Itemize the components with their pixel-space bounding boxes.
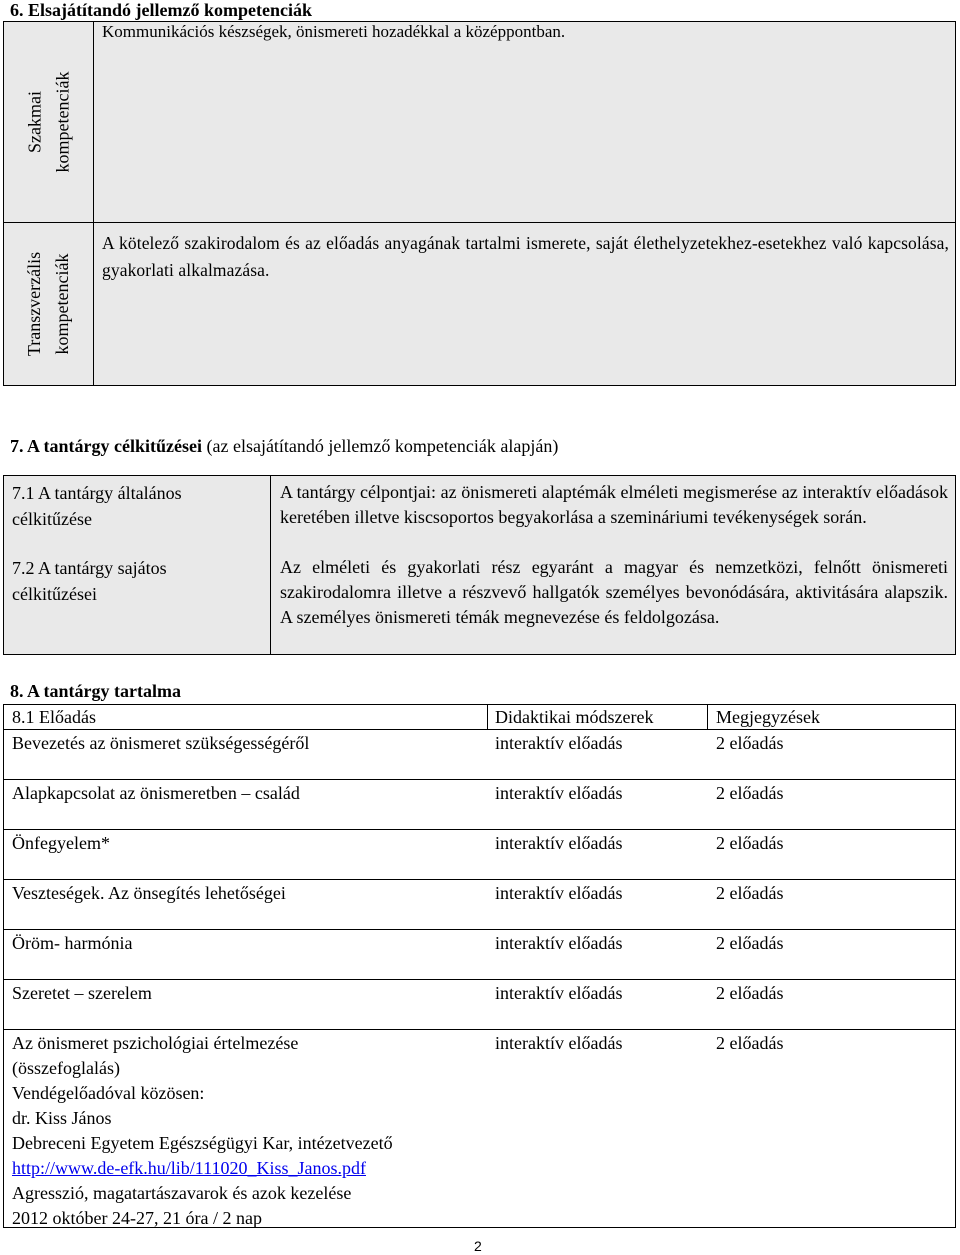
competency-box <box>3 21 956 386</box>
table-row-note: 2 előadás <box>716 783 784 803</box>
table-row-note: 2 előadás <box>716 983 784 1003</box>
table-row-note: 2 előadás <box>716 1033 784 1053</box>
objectives-column-divider <box>270 475 271 655</box>
guest-lecturer-affiliation: Debreceni Egyetem Egészségügyi Kar, intézetvezető <box>12 1133 393 1153</box>
guest-lecture-date: 2012 október 24-27, 21 óra / 2 nap <box>12 1208 262 1228</box>
row-divider <box>3 929 956 930</box>
general-objective-label: 7.1 A tantárgy általános célkitűzése <box>12 483 182 529</box>
table-row-method: interaktív előadás <box>495 783 623 803</box>
competency-column-divider <box>93 21 94 386</box>
table-row-method: interaktív előadás <box>495 833 623 853</box>
row-divider <box>3 879 956 880</box>
general-objective-text: A tantárgy célpontjai: az önismereti alaptémák elméleti megismerése az interaktív előadások keretében illetve kiscsoportos begyakorlása a szemináriumi tevékenységek során. <box>280 482 948 527</box>
table-row-method: interaktív előadás <box>495 1033 623 1053</box>
header-lecture: 8.1 Előadás <box>12 707 96 727</box>
table-row-note: 2 előadás <box>716 833 784 853</box>
row-divider <box>3 1029 956 1030</box>
table-row-note: 2 előadás <box>716 933 784 953</box>
row-divider <box>3 779 956 780</box>
section-6-title: 6. Elsajátítandó jellemző kompetenciák <box>10 0 312 20</box>
guest-lecture-topic: Agresszió, magatartászavarok és azok kezelése <box>12 1183 352 1203</box>
specific-objective-text: Az elméleti és gyakorlati rész egyaránt a magyar és nemzetközi, felnőtt önismereti szakirodalomra illetve a részvevő hallgatók személyes bevonódására, aktivitására alapszik. A személyes önismereti témák megnevezése és feldolgozása. <box>280 557 948 627</box>
guest-lecture-intro: Vendégelőadóval közösen: <box>12 1083 205 1103</box>
header-divider-2 <box>707 704 708 729</box>
competency-intro: Kommunikációs készségek, önismereti hozadékkal a középpontban. <box>102 22 566 41</box>
row-divider <box>3 979 956 980</box>
table-row-topic: Az önismeret pszichológiai értelmezése <box>12 1033 299 1053</box>
guest-lecturer-link[interactable]: http://www.de-efk.hu/lib/111020_Kiss_Janos.pdf <box>12 1158 366 1178</box>
section-8-title: 8. A tantárgy tartalma <box>10 681 181 701</box>
competency-row-divider <box>3 222 956 223</box>
table-row-note: 2 előadás <box>716 733 784 753</box>
table-row-topic: Önfegyelem* <box>12 833 110 853</box>
transversal-competencies-label: Transzverzális kompetenciák <box>24 251 72 357</box>
header-methods: Didaktikai módszerek <box>495 707 654 727</box>
header-notes: Megjegyzések <box>716 707 820 727</box>
row-divider <box>3 829 956 830</box>
section-7-title: 7. A tantárgy célkitűzései (az elsajátítandó jellemző kompetenciák alapján) <box>10 436 559 456</box>
page-number: 2 <box>474 1238 482 1254</box>
table-row-method: interaktív előadás <box>495 983 623 1003</box>
table-row-method: interaktív előadás <box>495 933 623 953</box>
table-row-topic: Alapkapcsolat az önismeretben – család <box>12 783 300 803</box>
transversal-competencies-text: A kötelező szakirodalom és az előadás anyagának tartalmi ismerete, saját élethelyzetekhez-esetekhez való kapcsolása, gyakorlati alkalmazása. <box>102 233 949 280</box>
table-row-method: interaktív előadás <box>495 883 623 903</box>
specific-objective-label: 7.2 A tantárgy sajátos célkitűzései <box>12 558 167 604</box>
guest-lecturer-name: dr. Kiss János <box>12 1108 112 1128</box>
table-row-method: interaktív előadás <box>495 733 623 753</box>
table-row-note: 2 előadás <box>716 883 784 903</box>
table-row-topic: Szeretet – szerelem <box>12 983 152 1003</box>
table-row-topic: Bevezetés az önismeret szükségességéről <box>12 733 310 753</box>
table-row-topic: Öröm- harmónia <box>12 933 133 953</box>
table-row-topic: Veszteségek. Az önsegítés lehetőségei <box>12 883 286 903</box>
table-row-topic-continuation: (összefoglalás) <box>12 1058 120 1078</box>
professional-competencies-label: Szakmai kompetenciák <box>24 71 72 172</box>
header-divider-1 <box>487 704 488 729</box>
